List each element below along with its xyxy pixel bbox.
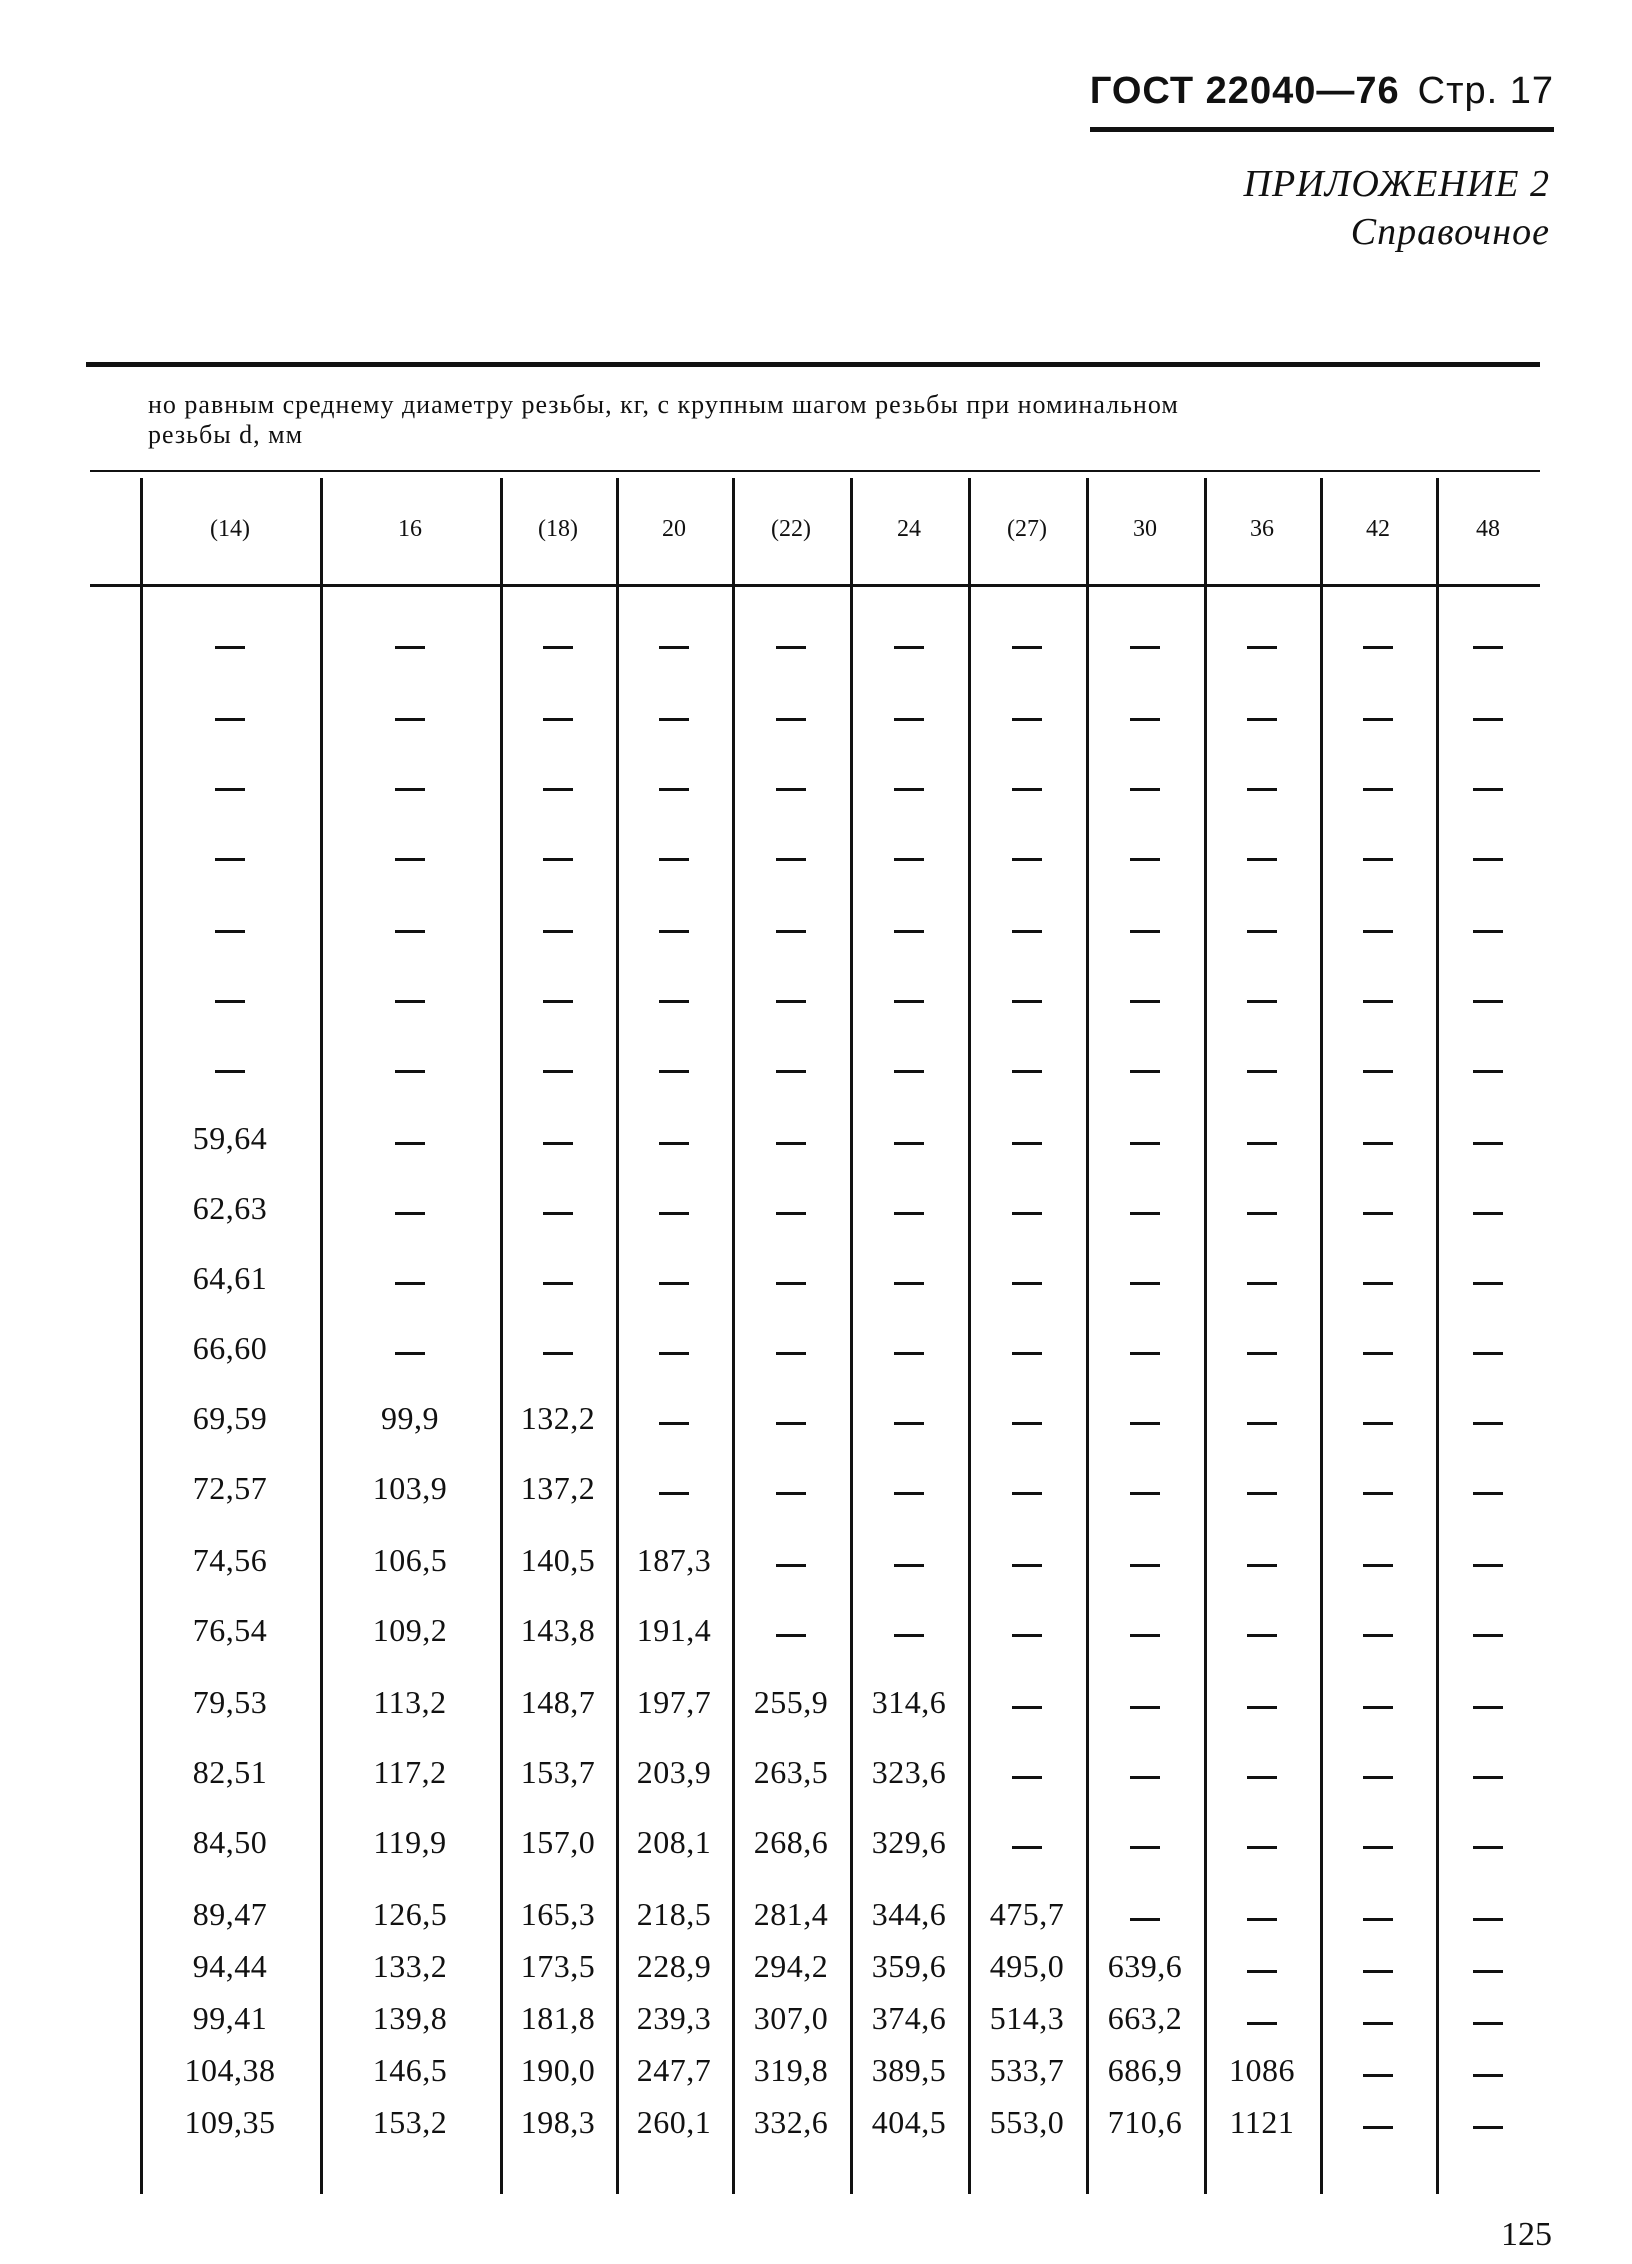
table-cell: 495,0: [989, 1948, 1065, 1984]
table-cell: 260,1: [636, 2104, 712, 2140]
empty-cell-dash: [1473, 1706, 1503, 1709]
empty-cell-dash: [1012, 1422, 1042, 1425]
standard-designation: [1090, 70, 1554, 132]
empty-cell-dash: [395, 788, 425, 791]
empty-cell-dash: [395, 1282, 425, 1285]
table-cell: 218,5: [636, 1896, 712, 1932]
table-cell: 133,2: [372, 1948, 448, 1984]
empty-cell-dash: [894, 1492, 924, 1495]
empty-cell-dash: [1473, 1492, 1503, 1495]
table-cell: 109,35: [184, 2104, 276, 2140]
empty-cell-dash: [1473, 1422, 1503, 1425]
empty-cell-dash: [1473, 646, 1503, 649]
column-header: (27): [1007, 516, 1047, 542]
empty-cell-dash: [1473, 1634, 1503, 1637]
empty-cell-dash: [1363, 2126, 1393, 2129]
column-divider: [1436, 478, 1439, 2194]
table-cell: 173,5: [520, 1948, 596, 1984]
column-divider: [616, 478, 619, 2194]
empty-cell-dash: [1012, 718, 1042, 721]
table-cell: 94,44: [192, 1948, 268, 1984]
table-caption: [148, 390, 1488, 450]
table-cell: 113,2: [373, 1684, 447, 1720]
table-header-top-rule: [90, 470, 1540, 472]
appendix-title: ПРИЛОЖЕНИЕ 2: [1243, 163, 1550, 205]
table-cell: 686,9: [1107, 2052, 1183, 2088]
empty-cell-dash: [894, 1422, 924, 1425]
column-header: 16: [398, 516, 422, 542]
table-cell: 82,51: [192, 1754, 268, 1790]
empty-cell-dash: [1247, 646, 1277, 649]
column-header: (14): [210, 516, 250, 542]
empty-cell-dash: [659, 1352, 689, 1355]
empty-cell-dash: [1473, 1282, 1503, 1285]
empty-cell-dash: [776, 930, 806, 933]
empty-cell-dash: [894, 1000, 924, 1003]
empty-cell-dash: [1247, 1564, 1277, 1567]
table-cell: 374,6: [871, 2000, 947, 2036]
empty-cell-dash: [1473, 1212, 1503, 1215]
empty-cell-dash: [1473, 1352, 1503, 1355]
empty-cell-dash: [1012, 1706, 1042, 1709]
table-cell: 307,0: [753, 2000, 829, 2036]
table-cell: 74,56: [192, 1542, 268, 1578]
table-cell: 103,9: [372, 1470, 448, 1506]
table-cell: 404,5: [871, 2104, 947, 2140]
empty-cell-dash: [1363, 2022, 1393, 2025]
table-cell: 66,60: [192, 1330, 268, 1366]
empty-cell-dash: [894, 1352, 924, 1355]
empty-cell-dash: [215, 858, 245, 861]
empty-cell-dash: [543, 1070, 573, 1073]
empty-cell-dash: [1247, 1000, 1277, 1003]
table-cell: 140,5: [520, 1542, 596, 1578]
empty-cell-dash: [776, 788, 806, 791]
empty-cell-dash: [395, 1070, 425, 1073]
empty-cell-dash: [1012, 1634, 1042, 1637]
table-cell: 329,6: [871, 1824, 947, 1860]
empty-cell-dash: [659, 1142, 689, 1145]
empty-cell-dash: [1363, 858, 1393, 861]
page-number: 125: [1501, 2216, 1552, 2253]
table-cell: 76,54: [192, 1612, 268, 1648]
empty-cell-dash: [776, 646, 806, 649]
empty-cell-dash: [1247, 788, 1277, 791]
empty-cell-dash: [1247, 1706, 1277, 1709]
empty-cell-dash: [1363, 1422, 1393, 1425]
empty-cell-dash: [776, 1492, 806, 1495]
table-cell: 663,2: [1107, 2000, 1183, 2036]
empty-cell-dash: [215, 788, 245, 791]
empty-cell-dash: [1363, 1564, 1393, 1567]
empty-cell-dash: [395, 1352, 425, 1355]
empty-cell-dash: [1012, 930, 1042, 933]
table-cell: 319,8: [753, 2052, 829, 2088]
empty-cell-dash: [776, 1142, 806, 1145]
empty-cell-dash: [1363, 2074, 1393, 2077]
table-cell: 104,38: [184, 2052, 276, 2088]
empty-cell-dash: [215, 1000, 245, 1003]
page-label: Стр. 17: [1417, 70, 1554, 112]
empty-cell-dash: [894, 788, 924, 791]
empty-cell-dash: [1130, 788, 1160, 791]
table-cell: 344,6: [871, 1896, 947, 1932]
empty-cell-dash: [1130, 1422, 1160, 1425]
empty-cell-dash: [1247, 718, 1277, 721]
table-cell: 146,5: [372, 2052, 448, 2088]
caption-line-1: но равным среднему диаметру резьбы, кг, с крупным шагом резьбы при номинальном: [148, 390, 1179, 419]
empty-cell-dash: [215, 646, 245, 649]
appendix-subtitle: Справочное: [1350, 211, 1550, 253]
empty-cell-dash: [1363, 1776, 1393, 1779]
empty-cell-dash: [1012, 1070, 1042, 1073]
empty-cell-dash: [215, 1070, 245, 1073]
table-cell: 533,7: [989, 2052, 1065, 2088]
empty-cell-dash: [1130, 1070, 1160, 1073]
empty-cell-dash: [776, 1352, 806, 1355]
table-cell: 314,6: [871, 1684, 947, 1720]
empty-cell-dash: [659, 1282, 689, 1285]
empty-cell-dash: [894, 1142, 924, 1145]
empty-cell-dash: [1473, 1000, 1503, 1003]
table-cell: 294,2: [753, 1948, 829, 1984]
empty-cell-dash: [1363, 1492, 1393, 1495]
empty-cell-dash: [894, 646, 924, 649]
empty-cell-dash: [1473, 1776, 1503, 1779]
column-divider: [1086, 478, 1089, 2194]
empty-cell-dash: [543, 858, 573, 861]
empty-cell-dash: [215, 930, 245, 933]
table-cell: 157,0: [520, 1824, 596, 1860]
empty-cell-dash: [1130, 1918, 1160, 1921]
empty-cell-dash: [1247, 930, 1277, 933]
empty-cell-dash: [1247, 1212, 1277, 1215]
table-cell: 64,61: [192, 1260, 268, 1296]
column-header: 36: [1250, 516, 1274, 542]
empty-cell-dash: [1130, 646, 1160, 649]
caption-line-2: резьбы d, мм: [148, 420, 304, 449]
empty-cell-dash: [395, 1212, 425, 1215]
column-header: (18): [538, 516, 578, 542]
empty-cell-dash: [659, 1422, 689, 1425]
empty-cell-dash: [1247, 1282, 1277, 1285]
empty-cell-dash: [1473, 1846, 1503, 1849]
table-cell: 553,0: [989, 2104, 1065, 2140]
table-cell: 119,9: [373, 1824, 447, 1860]
empty-cell-dash: [659, 858, 689, 861]
table-cell: 191,4: [636, 1612, 712, 1648]
page-header: [1090, 70, 1554, 132]
empty-cell-dash: [1247, 1142, 1277, 1145]
empty-cell-dash: [1247, 858, 1277, 861]
table-cell: 187,3: [636, 1542, 712, 1578]
table-cell: 153,2: [372, 2104, 448, 2140]
table-cell: 475,7: [989, 1896, 1065, 1932]
empty-cell-dash: [1130, 1706, 1160, 1709]
table-cell: 1121: [1229, 2104, 1295, 2140]
column-divider: [1204, 478, 1207, 2194]
empty-cell-dash: [659, 1212, 689, 1215]
empty-cell-dash: [1130, 1634, 1160, 1637]
empty-cell-dash: [1363, 1070, 1393, 1073]
table-cell: 137,2: [520, 1470, 596, 1506]
table-cell: 109,2: [372, 1612, 448, 1648]
empty-cell-dash: [659, 1070, 689, 1073]
table-cell: 99,9: [381, 1400, 439, 1436]
empty-cell-dash: [1247, 1070, 1277, 1073]
empty-cell-dash: [1247, 1422, 1277, 1425]
empty-cell-dash: [1363, 930, 1393, 933]
empty-cell-dash: [1363, 1352, 1393, 1355]
empty-cell-dash: [1473, 2022, 1503, 2025]
empty-cell-dash: [543, 930, 573, 933]
empty-cell-dash: [659, 788, 689, 791]
empty-cell-dash: [776, 1564, 806, 1567]
empty-cell-dash: [776, 1070, 806, 1073]
empty-cell-dash: [1363, 1918, 1393, 1921]
empty-cell-dash: [894, 1282, 924, 1285]
empty-cell-dash: [894, 858, 924, 861]
table-cell: 72,57: [192, 1470, 268, 1506]
table-cell: 62,63: [192, 1190, 268, 1226]
empty-cell-dash: [1012, 1142, 1042, 1145]
table-cell: 190,0: [520, 2052, 596, 2088]
empty-cell-dash: [1473, 1918, 1503, 1921]
empty-cell-dash: [776, 1212, 806, 1215]
empty-cell-dash: [1130, 1142, 1160, 1145]
empty-cell-dash: [1473, 858, 1503, 861]
empty-cell-dash: [1473, 2074, 1503, 2077]
empty-cell-dash: [1247, 1352, 1277, 1355]
table-cell: 263,5: [753, 1754, 829, 1790]
empty-cell-dash: [1473, 930, 1503, 933]
column-header: 48: [1476, 516, 1500, 542]
empty-cell-dash: [1473, 718, 1503, 721]
empty-cell-dash: [1363, 1706, 1393, 1709]
table-cell: 69,59: [192, 1400, 268, 1436]
empty-cell-dash: [1012, 1282, 1042, 1285]
table-cell: 139,8: [372, 2000, 448, 2036]
empty-cell-dash: [1363, 788, 1393, 791]
empty-cell-dash: [1247, 1492, 1277, 1495]
empty-cell-dash: [395, 1000, 425, 1003]
empty-cell-dash: [776, 718, 806, 721]
column-divider: [500, 478, 503, 2194]
empty-cell-dash: [1473, 788, 1503, 791]
empty-cell-dash: [894, 1070, 924, 1073]
empty-cell-dash: [776, 858, 806, 861]
empty-cell-dash: [395, 858, 425, 861]
column-divider: [850, 478, 853, 2194]
empty-cell-dash: [215, 718, 245, 721]
empty-cell-dash: [659, 930, 689, 933]
empty-cell-dash: [1363, 1142, 1393, 1145]
table-cell: 165,3: [520, 1896, 596, 1932]
empty-cell-dash: [1130, 1352, 1160, 1355]
table-cell: 710,6: [1107, 2104, 1183, 2140]
empty-cell-dash: [1473, 1564, 1503, 1567]
table-cell: 153,7: [520, 1754, 596, 1790]
empty-cell-dash: [659, 1000, 689, 1003]
table-cell: 59,64: [192, 1120, 268, 1156]
table-cell: 1086: [1229, 2052, 1295, 2088]
table-cell: 181,8: [520, 2000, 596, 2036]
empty-cell-dash: [543, 718, 573, 721]
empty-cell-dash: [1130, 1282, 1160, 1285]
table-cell: 239,3: [636, 2000, 712, 2036]
table-cell: 203,9: [636, 1754, 712, 1790]
table-cell: 332,6: [753, 2104, 829, 2140]
empty-cell-dash: [1130, 1212, 1160, 1215]
empty-cell-dash: [1130, 858, 1160, 861]
empty-cell-dash: [1012, 1492, 1042, 1495]
empty-cell-dash: [1012, 1564, 1042, 1567]
empty-cell-dash: [1247, 1776, 1277, 1779]
top-rule: [86, 362, 1540, 367]
column-header: 20: [662, 516, 686, 542]
empty-cell-dash: [1473, 1142, 1503, 1145]
table-cell: 268,6: [753, 1824, 829, 1860]
table-cell: 281,4: [753, 1896, 829, 1932]
table-cell: 79,53: [192, 1684, 268, 1720]
empty-cell-dash: [395, 930, 425, 933]
empty-cell-dash: [1473, 1970, 1503, 1973]
empty-cell-dash: [543, 1212, 573, 1215]
empty-cell-dash: [1247, 1846, 1277, 1849]
empty-cell-dash: [543, 1352, 573, 1355]
appendix-block: [1244, 160, 1550, 256]
table-cell: 255,9: [753, 1684, 829, 1720]
empty-cell-dash: [1012, 1846, 1042, 1849]
empty-cell-dash: [395, 646, 425, 649]
empty-cell-dash: [1012, 1212, 1042, 1215]
empty-cell-dash: [395, 718, 425, 721]
empty-cell-dash: [894, 718, 924, 721]
empty-cell-dash: [1363, 1846, 1393, 1849]
empty-cell-dash: [1247, 1918, 1277, 1921]
empty-cell-dash: [776, 1282, 806, 1285]
column-header: 42: [1366, 516, 1390, 542]
column-header: 24: [897, 516, 921, 542]
empty-cell-dash: [1130, 1776, 1160, 1779]
empty-cell-dash: [1012, 858, 1042, 861]
table-cell: 197,7: [636, 1684, 712, 1720]
empty-cell-dash: [1247, 1970, 1277, 1973]
empty-cell-dash: [659, 718, 689, 721]
column-header: 30: [1133, 516, 1157, 542]
empty-cell-dash: [776, 1634, 806, 1637]
empty-cell-dash: [1247, 2022, 1277, 2025]
table-cell: 84,50: [192, 1824, 268, 1860]
empty-cell-dash: [1130, 930, 1160, 933]
empty-cell-dash: [1012, 1352, 1042, 1355]
table-cell: 143,8: [520, 1612, 596, 1648]
table-cell: 228,9: [636, 1948, 712, 1984]
table-cell: 126,5: [372, 1896, 448, 1932]
empty-cell-dash: [1130, 1564, 1160, 1567]
empty-cell-dash: [1363, 1000, 1393, 1003]
empty-cell-dash: [543, 646, 573, 649]
column-divider: [320, 478, 323, 2194]
empty-cell-dash: [776, 1422, 806, 1425]
empty-cell-dash: [1130, 1000, 1160, 1003]
table-cell: 99,41: [192, 2000, 268, 2036]
table-cell: 148,7: [520, 1684, 596, 1720]
table-cell: 117,2: [373, 1754, 447, 1790]
empty-cell-dash: [543, 1142, 573, 1145]
empty-cell-dash: [1363, 1634, 1393, 1637]
empty-cell-dash: [543, 788, 573, 791]
empty-cell-dash: [1012, 646, 1042, 649]
empty-cell-dash: [1363, 1970, 1393, 1973]
empty-cell-dash: [894, 930, 924, 933]
empty-cell-dash: [1130, 1846, 1160, 1849]
column-header: (22): [771, 516, 811, 542]
table-cell: 359,6: [871, 1948, 947, 1984]
empty-cell-dash: [1247, 1634, 1277, 1637]
table-cell: 198,3: [520, 2104, 596, 2140]
column-divider: [1320, 478, 1323, 2194]
empty-cell-dash: [1012, 1776, 1042, 1779]
table-cell: 106,5: [372, 1542, 448, 1578]
empty-cell-dash: [659, 646, 689, 649]
table-cell: 389,5: [871, 2052, 947, 2088]
empty-cell-dash: [1012, 1000, 1042, 1003]
table-cell: 208,1: [636, 1824, 712, 1860]
table-cell: 639,6: [1107, 1948, 1183, 1984]
standard-number: ГОСТ 22040—76: [1089, 70, 1400, 112]
empty-cell-dash: [1130, 718, 1160, 721]
table-cell: 514,3: [989, 2000, 1065, 2036]
empty-cell-dash: [894, 1634, 924, 1637]
empty-cell-dash: [1130, 1492, 1160, 1495]
table-cell: 247,7: [636, 2052, 712, 2088]
table-cell: 132,2: [520, 1400, 596, 1436]
column-divider: [968, 478, 971, 2194]
empty-cell-dash: [659, 1492, 689, 1495]
table-cell: 89,47: [192, 1896, 268, 1932]
empty-cell-dash: [776, 1000, 806, 1003]
empty-cell-dash: [1363, 1282, 1393, 1285]
empty-cell-dash: [543, 1282, 573, 1285]
empty-cell-dash: [1363, 646, 1393, 649]
empty-cell-dash: [1473, 1070, 1503, 1073]
empty-cell-dash: [1473, 2126, 1503, 2129]
empty-cell-dash: [395, 1142, 425, 1145]
empty-cell-dash: [894, 1212, 924, 1215]
empty-cell-dash: [1363, 1212, 1393, 1215]
empty-cell-dash: [1363, 718, 1393, 721]
empty-cell-dash: [894, 1564, 924, 1567]
table-cell: 323,6: [871, 1754, 947, 1790]
empty-cell-dash: [543, 1000, 573, 1003]
empty-cell-dash: [1012, 788, 1042, 791]
column-divider: [732, 478, 735, 2194]
